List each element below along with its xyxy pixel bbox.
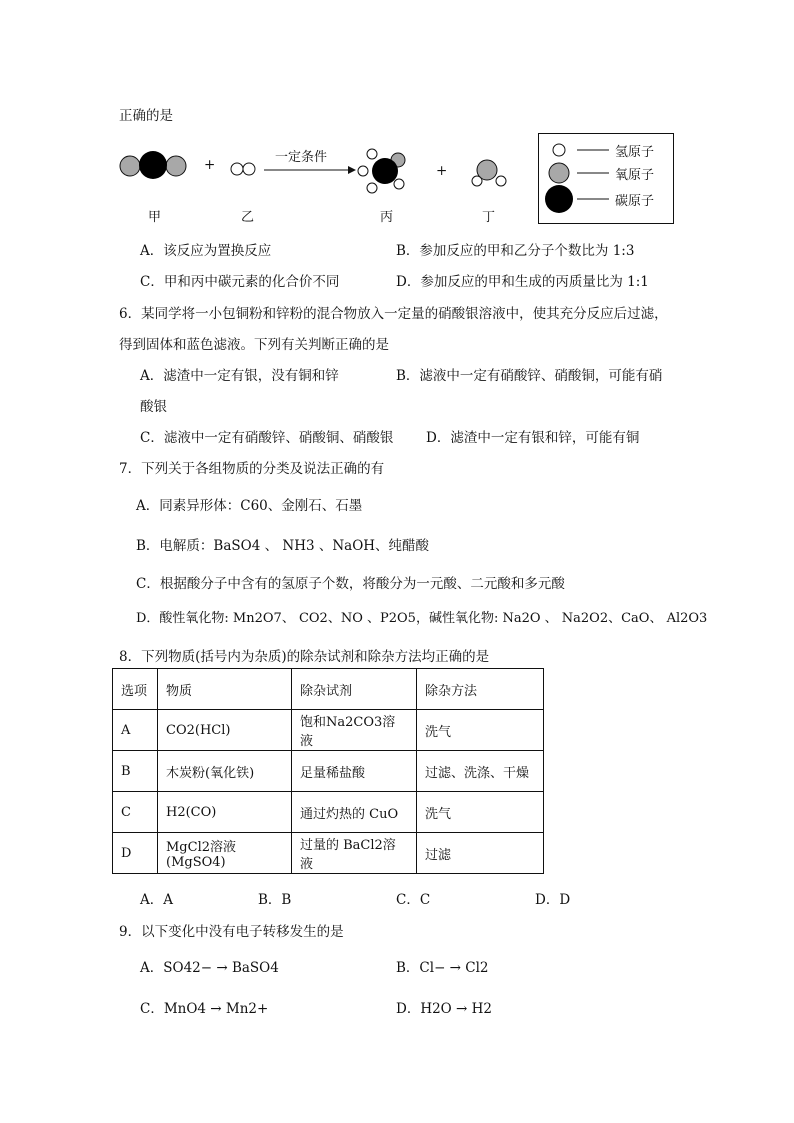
q6-option-d: D．滤渣中一定有银和锌，可能有铜 [426, 430, 640, 446]
table-header-cell: 除杂试剂 [292, 669, 417, 710]
q8-stem: 8．下列物质(括号内为杂质)的除杂试剂和除杂方法均正确的是 [119, 649, 490, 665]
q7-stem: 7．下列关于各组物质的分类及说法正确的有 [119, 461, 385, 477]
legend-carbon: 碳原子 [615, 194, 655, 209]
q6-stem-line2: 得到固体和蓝色滤液。下列有关判断正确的是 [119, 337, 389, 353]
table-cell: 洗气 [417, 792, 544, 833]
table-cell: 木炭粉(氧化铁) [158, 751, 292, 792]
table-header-cell: 除杂方法 [417, 669, 544, 710]
q9-stem: 9．以下变化中没有电子转移发生的是 [119, 924, 344, 940]
molecule-bing [358, 149, 405, 193]
table-row [113, 792, 544, 833]
q9-option-d: D．H2O → H2 [396, 1001, 493, 1017]
q8-option-c: C．C [396, 892, 431, 908]
q5-option-a: A．该反应为置换反应 [140, 243, 272, 259]
table-cell: 饱和Na2CO3溶液 [292, 710, 417, 751]
q8-option-b: B．B [258, 892, 292, 908]
q9-option-a: A．SO42− → BaSO4 [140, 960, 279, 976]
q5-option-d: D．参加反应的甲和生成的丙质量比为 1:1 [396, 274, 649, 290]
molecule-yi [231, 163, 255, 175]
table-cell: 过滤、洗涤、干燥 [417, 751, 544, 792]
table-cell: 通过灼热的 CuO [292, 792, 417, 833]
plus-sign-1: + [204, 157, 216, 173]
label-ding: 丁 [482, 210, 496, 225]
legend-hydrogen: 氢原子 [615, 145, 655, 160]
q6-option-b-cont: 酸银 [140, 399, 167, 415]
table-cell: H2(CO) [158, 792, 292, 833]
table-cell: B [113, 751, 158, 792]
arrow-label: 一定条件 [275, 150, 328, 165]
q9-option-b: B．Cl− → Cl2 [396, 960, 489, 976]
table-row [113, 833, 544, 874]
q6-option-a: A．滤渣中一定有银，没有铜和锌 [140, 368, 339, 384]
table-header-cell: 选项 [113, 669, 158, 710]
atom-legend [538, 133, 674, 224]
hydrogen-atom-icon [553, 144, 565, 156]
table-cell: C [113, 792, 158, 833]
label-yi: 乙 [241, 210, 255, 225]
q6-option-b: B．滤液中一定有硝酸锌、硝酸铜，可能有硝 [396, 368, 663, 384]
label-bing: 丙 [380, 210, 394, 225]
table-row [113, 710, 544, 751]
q8-table [112, 668, 544, 874]
table-cell: D [113, 833, 158, 874]
q8-option-a: A．A [140, 892, 173, 908]
table-cell: 洗气 [417, 710, 544, 751]
q6-option-c: C．滤液中一定有硝酸锌、硝酸铜、硝酸银 [140, 430, 394, 446]
table-header-cell: 物质 [158, 669, 292, 710]
table-cell: MgCl2溶液(MgSO4) [158, 833, 292, 874]
question-continuation: 正确的是 [119, 108, 173, 124]
q7-option-d: D．酸性氧化物: Mn2O7、 CO2、NO 、P2O5，碱性氧化物: Na2O 、 Na2O2、CaO、 Al2O3 [136, 611, 708, 626]
q8-option-d: D．D [535, 892, 571, 908]
table-cell: 过滤 [417, 833, 544, 874]
table-cell: A [113, 710, 158, 751]
q7-option-c: C．根据酸分子中含有的氢原子个数，将酸分为一元酸、二元酸和多元酸 [136, 576, 565, 592]
molecule-jia [120, 151, 186, 179]
q6-stem-line1: 6．某同学将一小包铜粉和锌粉的混合物放入一定量的硝酸银溶液中，使其充分反应后过滤， [119, 306, 668, 322]
table-cell: CO2(HCl) [158, 710, 292, 751]
table-cell: 过量的 BaCl2溶液 [292, 833, 417, 874]
label-jia: 甲 [148, 210, 162, 225]
q7-option-a: A．同素异形体：C60、金刚石、石墨 [136, 498, 363, 514]
q5-option-b: B．参加反应的甲和乙分子个数比为 1:3 [396, 243, 635, 259]
table-header-row [113, 669, 544, 710]
oxygen-atom-icon [549, 163, 569, 183]
q7-option-b: B．电解质：BaSO4 、 NH3 、NaOH、纯醋酸 [136, 538, 430, 554]
q5-option-c: C．甲和丙中碳元素的化合价不同 [140, 274, 340, 290]
legend-oxygen: 氧原子 [615, 168, 655, 183]
table-cell: 足量稀盐酸 [292, 751, 417, 792]
q9-option-c: C．MnO4 → Mn2+ [140, 1001, 269, 1017]
carbon-atom-icon [545, 185, 573, 213]
molecule-ding [472, 160, 506, 186]
plus-sign-2: + [436, 163, 448, 179]
table-row [113, 751, 544, 792]
